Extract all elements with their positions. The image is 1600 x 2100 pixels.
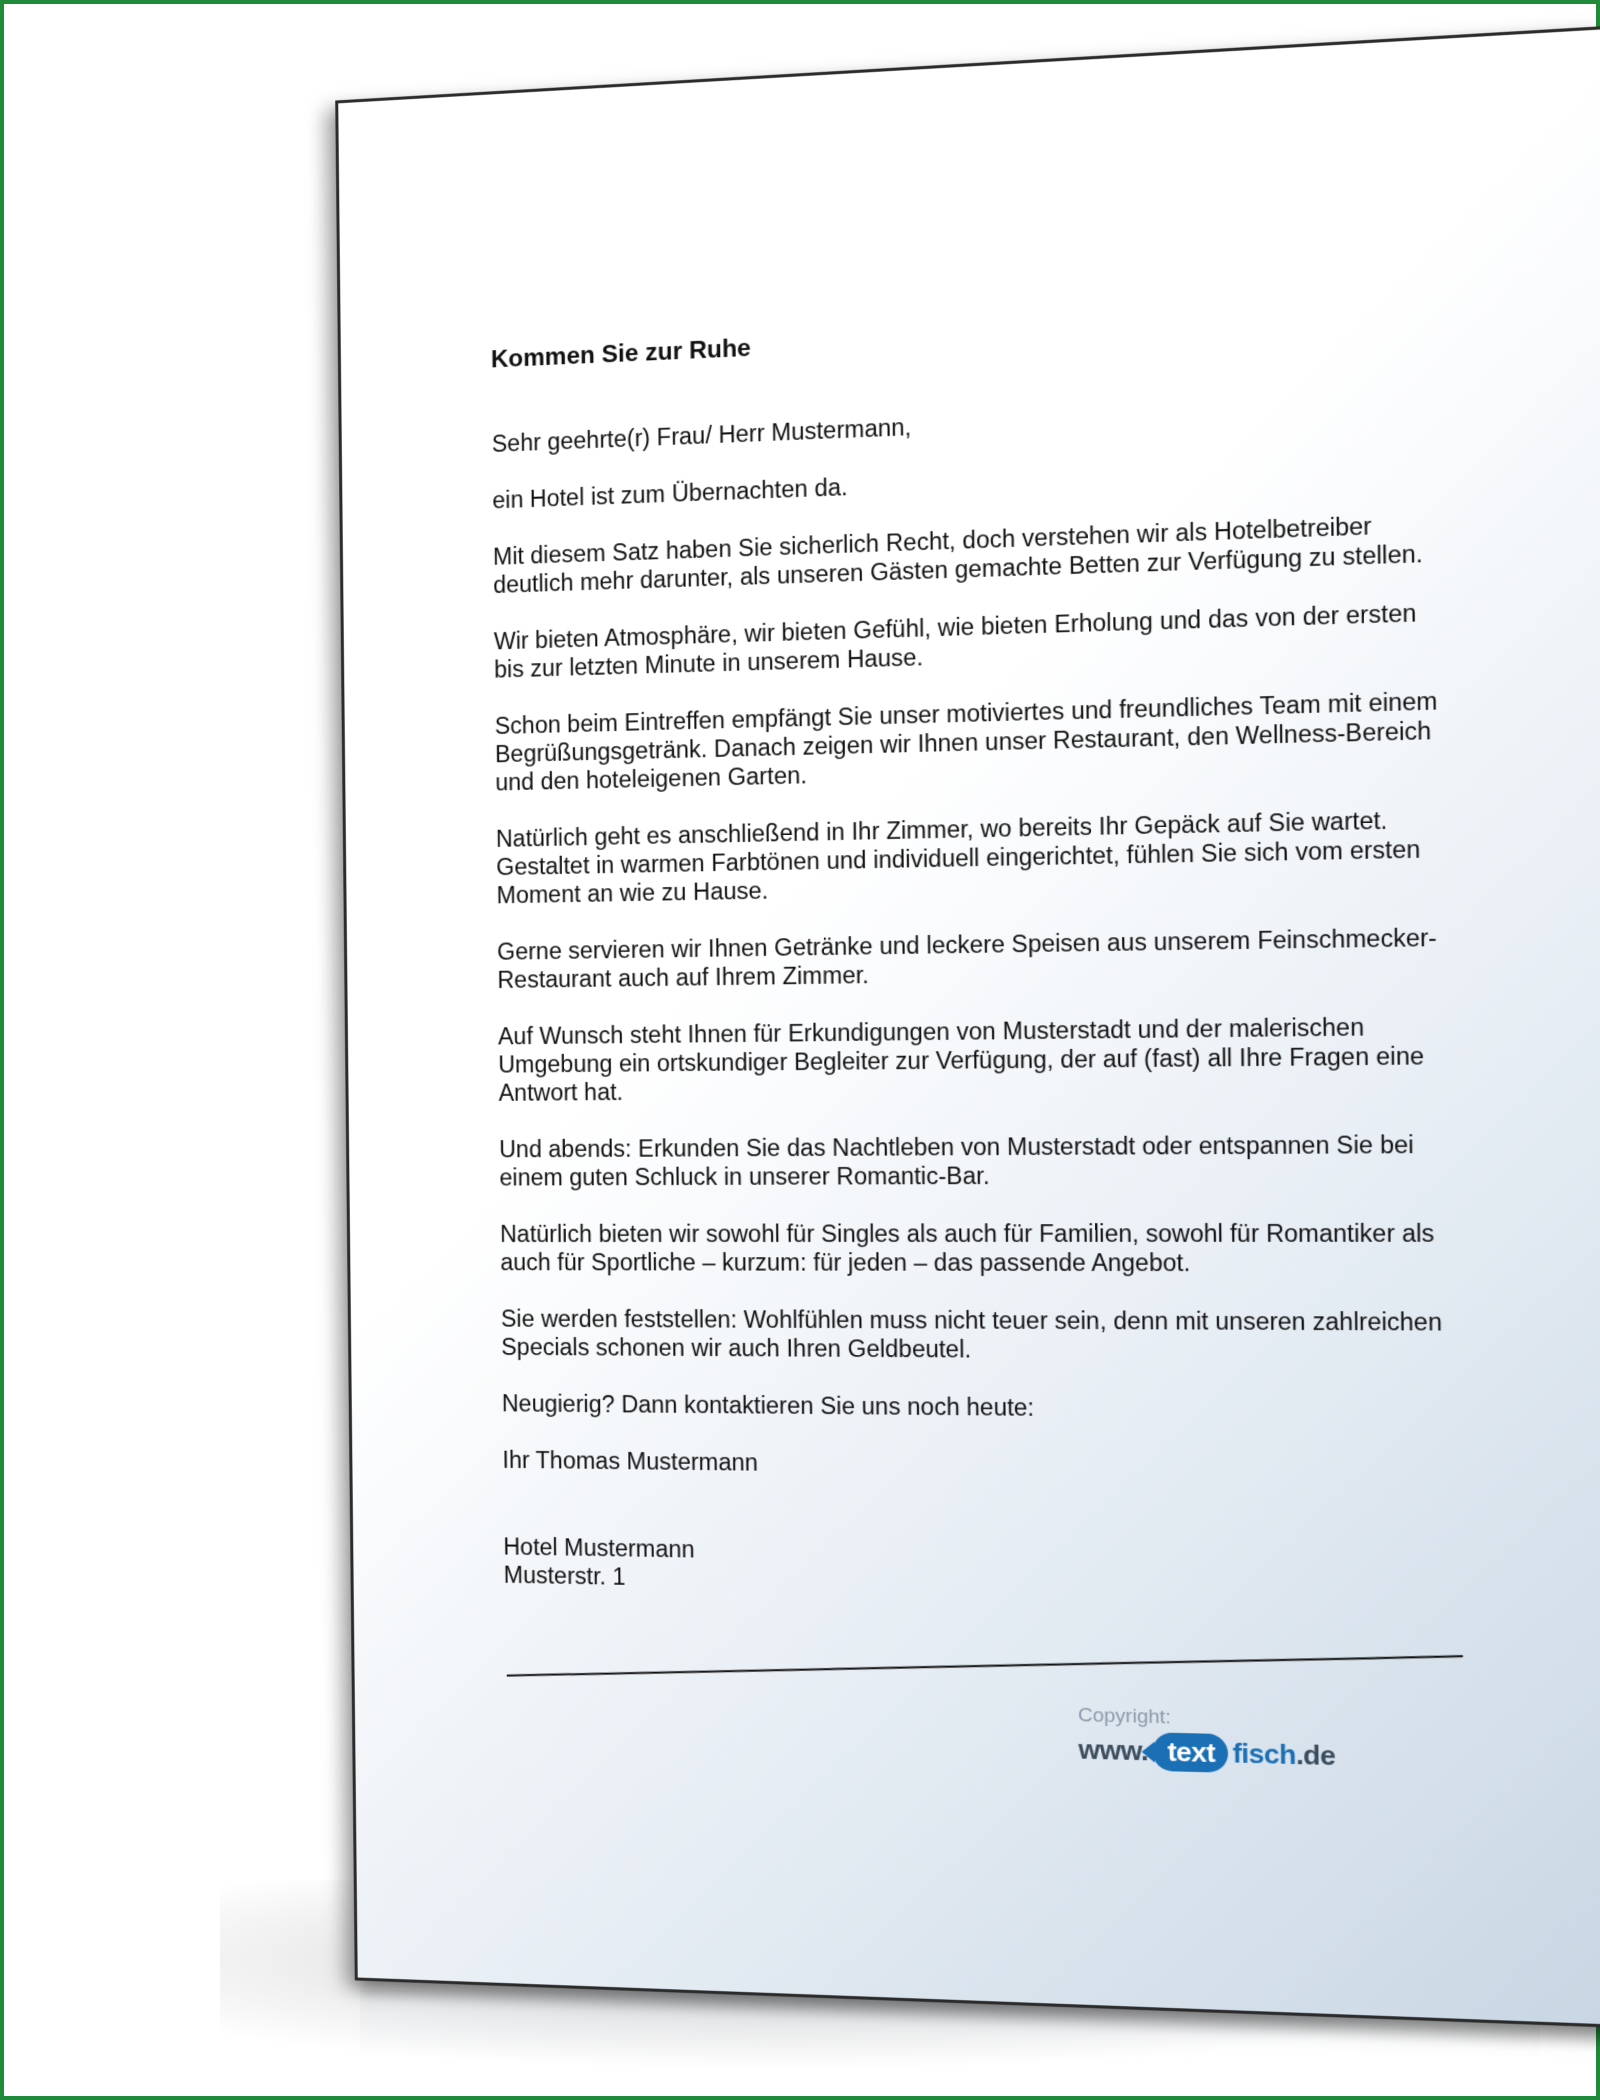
letter-closing: Ihr Thomas Mustermann <box>502 1446 759 1476</box>
letter-paragraph: Mit diesem Satz haben Sie sicherlich Recht, doch verstehen wir als Hotelbetreiber deutlich mehr darunter, als unseren Gästen gemachte Betten zur Verfügung zu stellen. <box>492 512 1423 599</box>
letter-paragraph: Auf Wunsch steht Ihnen für Erkundigungen von Musterstadt und der malerischen Umgebung ein ortskundiger Begleiter zur Verfügung, der auf (fast) all Ihre Fragen eine Antwort hat. <box>497 1013 1425 1106</box>
logo-www: www. <box>1078 1733 1149 1767</box>
fish-icon <box>1152 1732 1228 1772</box>
letter-paragraph: Natürlich geht es anschließend in Ihr Zimmer, wo bereits Ihr Gepäck auf Sie wartet. Gestaltet in warmen Farbtönen und individuell eingerichtet, fühlen Sie sich vom ersten Moment an wie zu Hause. <box>495 806 1421 909</box>
letter-paragraph: Neugierig? Dann kontaktieren Sie uns noch heute: <box>501 1390 1035 1421</box>
letter-paragraph: Natürlich bieten wir sowohl für Singles als auch für Familien, sowohl für Romantiker als auch für Sportliche – kurzum: für jeden – das passende Angebot. <box>499 1219 1435 1277</box>
letter-body <box>491 303 1461 1606</box>
textfisch-logo <box>1078 1731 1335 1776</box>
letter-paragraph: Wir bieten Atmosphäre, wir bieten Gefühl, wie bieten Erholung und das von der ersten bis zur letzten Minute in unserem Hause. <box>493 599 1417 683</box>
letter-paragraph: Und abends: Erkunden Sie das Nachtleben von Musterstadt oder entspannen Sie bei einem guten Schluck in unserer Romantic-Bar. <box>499 1131 1414 1191</box>
letter-title: Kommen Sie zur Ruhe <box>490 334 752 374</box>
letter-paragraph: ein Hotel ist zum Übernachten da. <box>492 473 848 514</box>
copyright-label: Copyright: <box>1077 1704 1172 1729</box>
address-line: Hotel Mustermann <box>503 1533 695 1563</box>
logo-fisch: fisch <box>1232 1737 1297 1771</box>
signature-rule <box>507 1655 1463 1676</box>
address-line: Musterstr. 1 <box>503 1561 626 1590</box>
letter-paragraph: Sie werden feststellen: Wohlfühlen muss nicht teuer sein, denn mit unseren zahlreichen Specials schonen wir auch Ihren Geldbeutel. <box>500 1305 1443 1363</box>
logo-text: text <box>1167 1735 1216 1769</box>
letter-salutation: Sehr geehrte(r) Frau/ Herr Mustermann, <box>491 413 912 458</box>
document-sheet <box>335 26 1600 2028</box>
letter-paragraph: Gerne servieren wir Ihnen Getränke und leckere Speisen aus unserem Feinschmecker-Restaurant auch auf Ihrem Zimmer. <box>496 923 1437 994</box>
logo-tld: .de <box>1295 1738 1336 1772</box>
letter-paragraph: Schon beim Eintreffen empfängt Sie unser motiviertes und freundliches Team mit einem Begrüßungsgetränk. Danach zeigen wir Ihnen unser Restaurant, den Wellness-Bereich und den hoteleigenen Garten. <box>494 687 1438 796</box>
